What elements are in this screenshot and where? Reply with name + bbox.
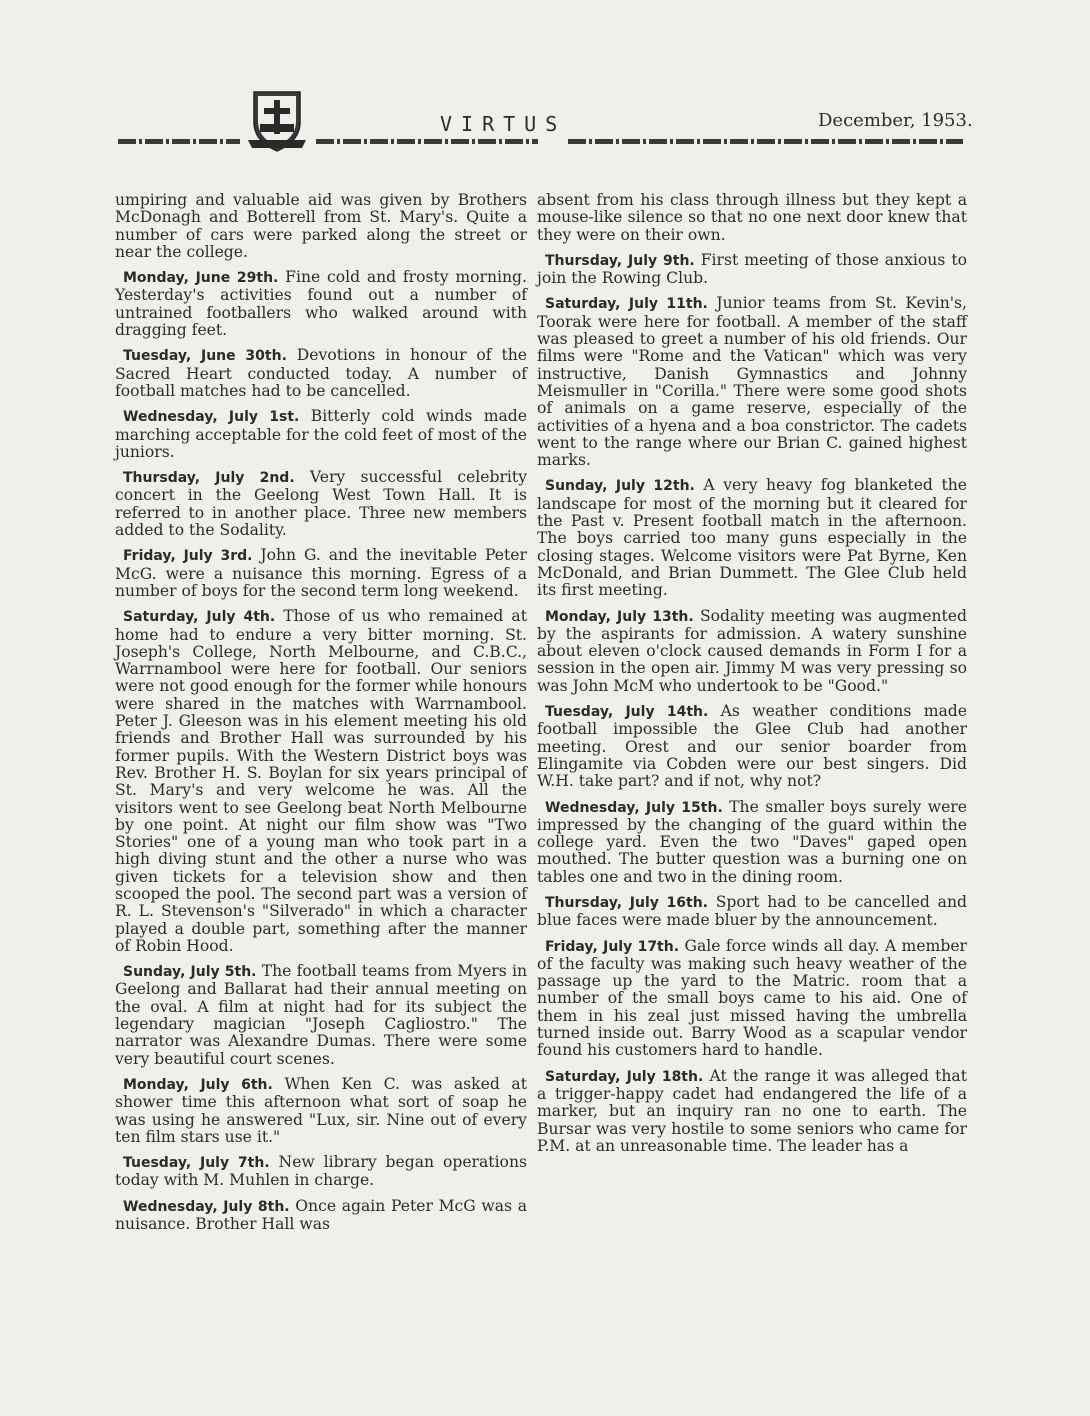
entry-text: Junior teams from St. Kevin's, Toorak were here for football. A member of the staff was pleased to greet a number of his old friends. Our films were "Rome and the Vatican" which was very instructive, Danish Gymnastics and Johnny Meismuller in "Corilla." There were some good shots of animals on a game reserve, especially of the activities of a hyena and a boa constrictor. The cadets went to the range where our Brian C. gained highest marks. xyxy=(537,294,967,470)
diary-entry xyxy=(115,547,527,600)
entry-date: Thursday, July 9th. xyxy=(545,252,695,269)
diary-entry xyxy=(115,347,527,400)
entry-text: At the range it was alleged that a trigger-happy cadet had endangered the life of a marker, but an inquiry ran no one to earth. The Bursar was very hostile to some seniors who came for P.M. at an unreasonable time. The leader has a xyxy=(537,1066,967,1155)
publication-title: VIRTUS xyxy=(440,112,567,136)
diary-entry xyxy=(537,252,967,288)
entry-text: When Ken C. was asked at shower time this afternoon what sort of soap he was using he answered "Lux, sir. Nine out of every ten film stars use it." xyxy=(115,1074,527,1146)
entry-text: Sport had to be cancelled and blue faces were made bluer by the announcement. xyxy=(537,892,967,930)
entry-date: Monday, July 6th. xyxy=(123,1076,273,1093)
left-column xyxy=(115,192,527,1241)
entry-text: Gale force winds all day. A member of the faculty was making such heavy weather of the passage up the yard to the Matric. room that a number of the small boys came to his aid. One of them in his zeal just missed having the umbrella turned inside out. Barry Wood as a scapular vendor found his customers hard to handle. xyxy=(537,936,968,1060)
entry-text: Sodality meeting was augmented by the aspirants for admission. A watery sunshine about eleven o'clock caused demands in Form I for a session in the open air. Jimmy M was very pressing so was John McM who undertook to be "Good." xyxy=(537,606,967,695)
diary-entry xyxy=(537,608,967,695)
entry-text: The football teams from Myers in Geelong and Ballarat had their annual meeting on the oval. A film at night had for its subject the legendary magician "Joseph Cagliostro." The narrator was Alexandre Dumas. There were some very beautiful court scenes. xyxy=(115,962,527,1068)
entry-date: Tuesday, July 7th. xyxy=(123,1155,270,1172)
entry-text: absent from his class through illness but they kept a mouse-like silence so that no one next door knew that they were on their own. xyxy=(537,191,967,244)
diary-entry xyxy=(115,608,527,955)
diary-entry xyxy=(537,477,967,599)
diary-entry xyxy=(537,192,967,244)
diary-entry xyxy=(115,1154,527,1190)
diary-entry xyxy=(537,938,967,1060)
entry-date: Friday, July 3rd. xyxy=(123,548,253,565)
entry-text: Once again Peter McG was a nuisance. Brother Hall was xyxy=(115,1196,527,1234)
diary-entry xyxy=(115,469,527,539)
entry-text: Very successful celebrity concert in the Geelong West Town Hall. It is referred to in another place. Three new members added to the Sodality. xyxy=(115,468,527,540)
entry-text: First meeting of those anxious to join the Rowing Club. xyxy=(537,250,967,288)
entry-date: Sunday, July 5th. xyxy=(123,964,257,981)
entry-date: Saturday, July 11th. xyxy=(545,296,708,313)
entry-date: Thursday, July 16th. xyxy=(545,894,708,911)
right-column xyxy=(537,192,967,1163)
entry-text: As weather conditions made football impossible the Glee Club had another meeting. Orest and our senior boarder from Elingamite via Cobden were our best singers. Did W.H. take part? and if not, why not? xyxy=(537,702,967,791)
entry-date: Tuesday, July 14th. xyxy=(545,704,709,721)
entry-date: Wednesday, July 8th. xyxy=(123,1198,290,1215)
entry-text: umpiring and valuable aid was given by Brothers McDonagh and Botterell from St. Mary's. Quite a number of cars were parked along the street or near the college. xyxy=(115,191,527,261)
page-header xyxy=(0,0,1090,170)
header-rule-middle xyxy=(316,139,538,144)
diary-entry xyxy=(115,408,527,461)
entry-text: Those of us who remained at home had to endure a very bitter morning. St. Joseph's College, North Melbourne, and C.B.C., Warrnambool were here for football. Our seniors were not good enough for the former while honours were shared in the matches with Warrnambool. Peter J. Gleeson was in his element meeting his old friends and Brother Hall was surrounded by his former pupils. With the Western District boys was Rev. Brother H. S. Boylan for six years principal of St. Mary's and very welcome he was. All the visitors went to see Geelong beat North Melbourne by one point. At night our film show was "Two Stories" one of a young man who took part in a high diving stunt and the other a nurse who was given tickets for a television show and then scooped the pool. The second part was a version of R. L. Stevenson's "Silverado" in which a character played a double part, something after the manner of Robin Hood. xyxy=(115,607,527,955)
diary-entry xyxy=(537,1068,967,1155)
entry-date: Saturday, July 4th. xyxy=(123,609,276,626)
header-rule-left xyxy=(118,139,240,144)
entry-date: Sunday, July 12th. xyxy=(545,478,695,495)
entry-date: Wednesday, July 1st. xyxy=(123,409,300,426)
entry-text: The smaller boys surely were impressed by the changing of the guard within the college yard. Even the two "Daves" gaped open mouthed. The butter question was a burning one on tables one and two in the dining room. xyxy=(537,797,967,886)
entry-date: Wednesday, July 15th. xyxy=(545,799,723,816)
entry-text: John G. and the inevitable Peter McG. were a nuisance this morning. Egress of a number of boys for the second term long weekend. xyxy=(115,546,527,600)
entry-date: Tuesday, June 30th. xyxy=(123,348,287,365)
diary-entry xyxy=(537,799,967,886)
entry-date: Monday, June 29th. xyxy=(123,270,279,287)
entry-date: Thursday, July 2nd. xyxy=(123,470,295,487)
diary-entry xyxy=(115,963,527,1068)
entry-text: Bitterly cold winds made marching acceptable for the cold feet of most of the juniors. xyxy=(115,407,527,461)
entry-date: Friday, July 17th. xyxy=(545,938,680,955)
college-crest-icon xyxy=(244,88,310,154)
diary-entry xyxy=(115,192,527,261)
diary-entry xyxy=(115,1198,527,1234)
diary-entry xyxy=(537,295,967,469)
diary-entry xyxy=(115,1076,527,1146)
entry-date: Monday, July 13th. xyxy=(545,608,694,625)
entry-text: A very heavy fog blanketed the landscape for most of the morning but it cleared for the Past v. Present football match in the afternoon. The boys carried too many guns especially in the closing stages. Welcome visitors were Pat Byrne, Ken McDonald, and Brian Dummett. The Glee Club held its first meeting. xyxy=(537,476,967,600)
diary-entry xyxy=(537,703,967,790)
issue-date: December, 1953. xyxy=(818,110,973,131)
entry-date: Saturday, July 18th. xyxy=(545,1068,704,1085)
entry-text: Fine cold and frosty morning. Yesterday's activities found out a number of untrained footballers who walked around with dragging feet. xyxy=(115,268,527,340)
entry-text: New library began operations today with M. Muhlen in charge. xyxy=(115,1153,527,1190)
diary-entry xyxy=(115,269,527,339)
entry-text: Devotions in honour of the Sacred Heart conducted today. A number of football matches had to be cancelled. xyxy=(115,346,527,400)
header-rule-right xyxy=(568,139,963,144)
diary-entry xyxy=(537,894,967,930)
